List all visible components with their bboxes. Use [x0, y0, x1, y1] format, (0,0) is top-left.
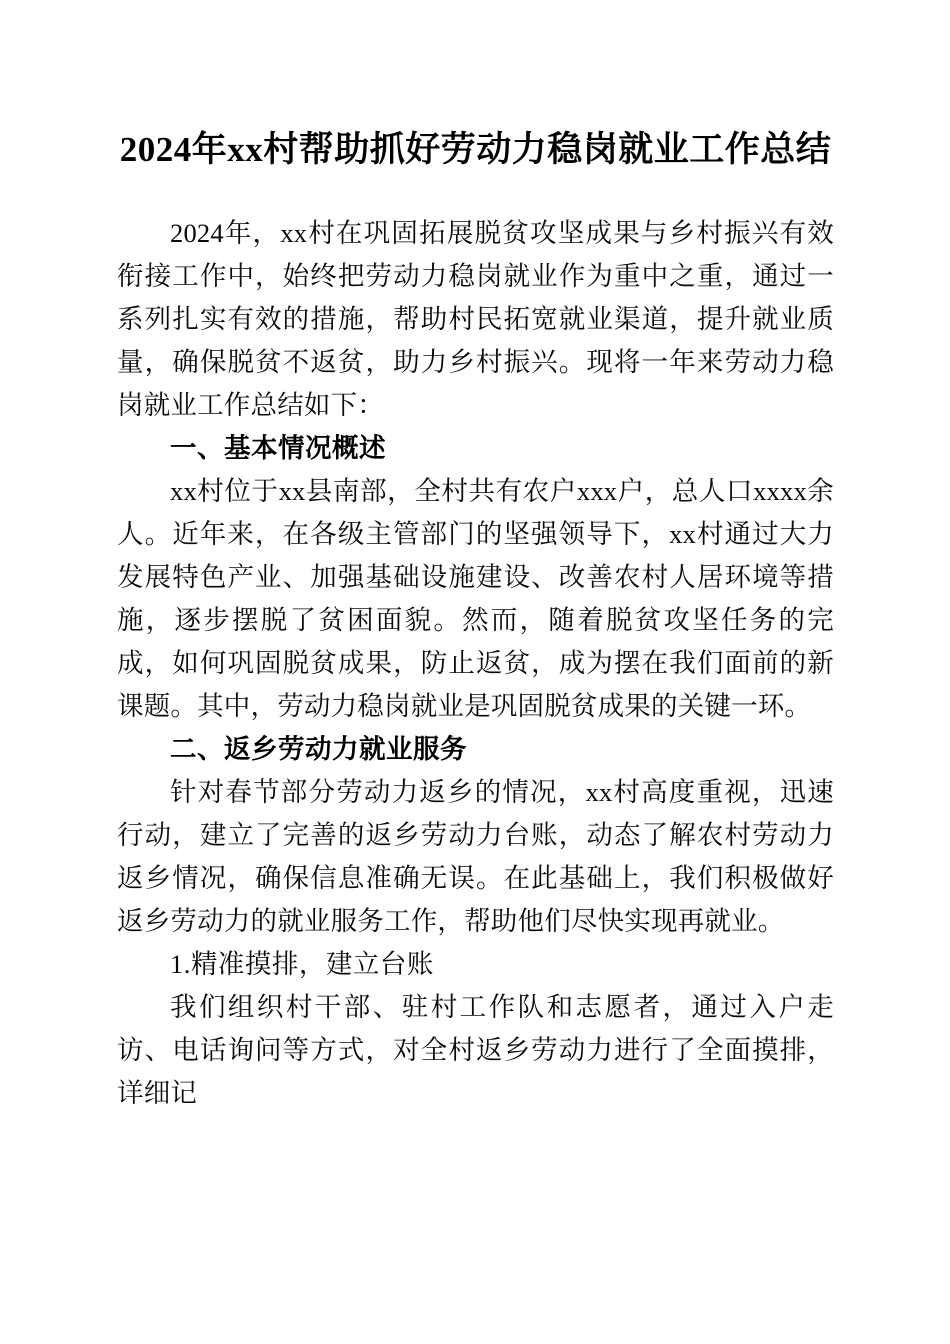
- body-paragraph: 我们组织村干部、驻村工作队和志愿者，通过入户走访、电话询问等方式，对全村返乡劳动力进行了全面摸排，详细记: [117, 992, 834, 1108]
- section-heading: 二、返乡劳动力就业服务: [170, 734, 467, 764]
- body-paragraph: 2024年，xx村在巩固拓展脱贫攻坚成果与乡村振兴有效衔接工作中，始终把劳动力稳岗就业作为重中之重，通过一系列扎实有效的措施，帮助村民拓宽就业渠道，提升就业质量，确保脱贫不返贫，助力乡村振兴。现将一年来劳动力稳岗就业工作总结如下：: [117, 218, 834, 420]
- page-content-area: [117, 0, 834, 1115]
- body-paragraph: 针对春节部分劳动力返乡的情况，xx村高度重视，迅速行动，建立了完善的返乡劳动力台账，动态了解农村劳动力返乡情况，确保信息准确无误。在此基础上，我们积极做好返乡劳动力的就业服务工作，帮助他们尽快实现再就业。: [117, 777, 834, 936]
- document-body: [117, 176, 834, 1115]
- document-title-line-1: 2024年xx村帮助抓好劳动力稳岗就业工作总: [119, 130, 796, 169]
- document-title-line-2: 结: [795, 130, 832, 169]
- body-paragraph: xx村位于xx县南部，全村共有农户xxx户，总人口xxxx余人。近年来，在各级主管部门的坚强领导下，xx村通过大力发展特色产业、加强基础设施建设、改善农村人居环境等措施，逐步摆脱了贫困面貌。然而，随着脱贫攻坚任务的完成，如何巩固脱贫成果，防止返贫，成为摆在我们面前的新课题。其中，劳动力稳岗就业是巩固脱贫成果的关键一环。: [117, 476, 834, 721]
- document-title: [117, 0, 834, 176]
- section-heading: 一、基本情况概述: [170, 433, 386, 463]
- section-subheading: 1.精准摸排，建立台账: [170, 949, 434, 979]
